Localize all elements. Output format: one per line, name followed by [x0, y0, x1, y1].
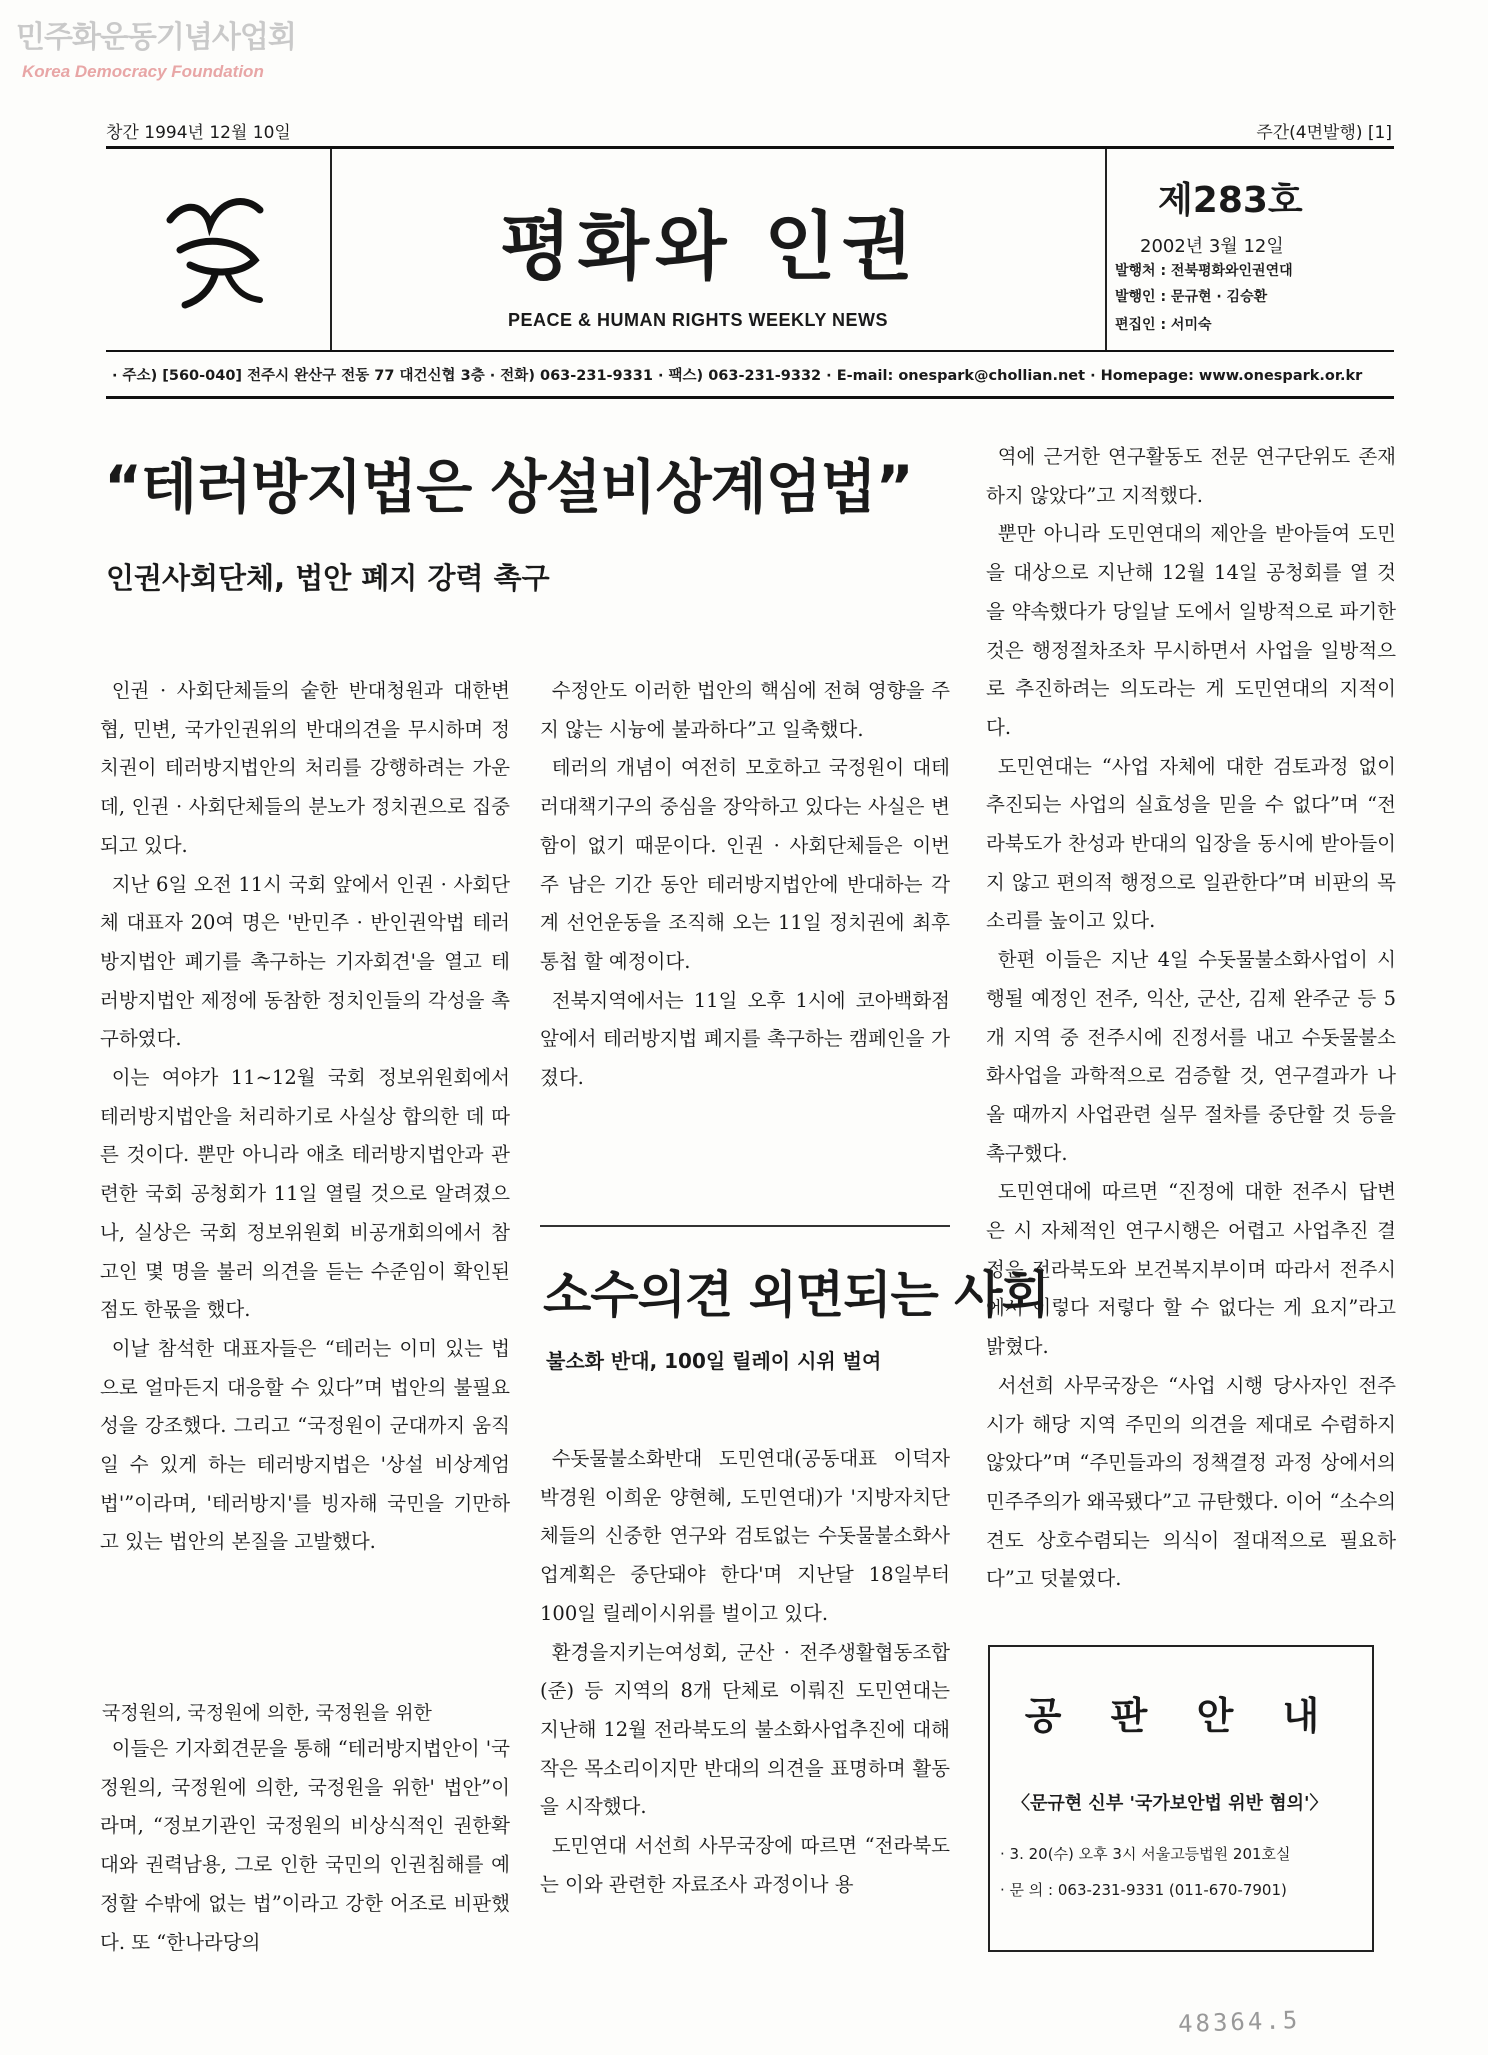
paragraph: 도민연대는 “사업 자체에 대한 검토과정 없이 추진되는 사업의 실효성을 믿을 수 없다”며 “전라북도가 찬성과 반대의 입장을 동시에 받아들이지 않고 편의적 행정으로 일관한다”며 비판의 목소리를 높이고 있다. — [986, 754, 1396, 933]
editor: 편집인 : 서미숙 — [1115, 317, 1212, 333]
paragraph: 지난 6일 오전 11시 국회 앞에서 인권 · 사회단체 대표자 20여 명은 '반민주 · 반인권악법 테러방지법안 폐기를 촉구하는 기자회견'을 열고 테러방지법안 제정에 동참한 정치인들의 각성을 촉구하였다. — [100, 872, 510, 1051]
paragraph: 수정안도 이러한 법안의 핵심에 전혀 영향을 주지 않는 시늉에 불과하다”고 일축했다. — [540, 679, 950, 741]
article1-subhead: 인권사회단체, 법안 폐지 강력 촉구 — [106, 561, 550, 595]
paragraph: 테러의 개념이 여전히 모호하고 국정원이 대테러대책기구의 중심을 장악하고 있다는 사실은 변함이 없기 때문이다. 인권 · 사회단체들은 이번 주 남은 기간 동안 테러방지법안에 반대하는 각계 선언운동을 조직해 오는 11일 정치권에 최후통첩 할 예정이다. — [540, 756, 950, 973]
watermark-english: Korea Democracy Foundation — [22, 62, 264, 81]
notice-title: 공 판 안 내 — [1024, 1694, 1338, 1738]
masthead-bottom-rule — [106, 350, 1394, 352]
address-rule — [106, 396, 1394, 399]
paragraph: 한편 이들은 지난 4일 수돗물불소화사업이 시행될 예정인 전주, 익산, 군산, 김제 완주군 등 5개 지역 중 전주시에 진정서를 내고 수돗물불소화사업을 과학적으로 검증할 것, 연구결과가 나올 때까지 사업관련 실무 절차를 중단할 것 등을 촉구했다. — [986, 948, 1396, 1165]
issue-date: 2002년 3월 12일 — [1140, 236, 1284, 257]
publishers: 발행인 : 문규현 · 김승환 — [1115, 289, 1268, 305]
notice-case: 〈문규현 신부 '국가보안법 위반 혐의'〉 — [1012, 1793, 1328, 1814]
masthead-divider-left — [330, 149, 332, 350]
article2-column-b — [540, 1440, 950, 1904]
watermark-korean: 민주화운동기념사업회 — [16, 20, 296, 55]
paragraph: 이는 여야가 11~12월 국회 정보위원회에서 테러방지법안을 처리하기로 사실상 합의한 데 따른 것이다. 뿐만 아니라 애초 테러방지법안과 관련한 국회 공청회가 11일 열릴 것으로 알려졌으나, 실상은 국회 정보위원회 비공개회의에서 참고인 몇 명을 불러 의견을 듣는 수준임이 확인된 점도 한몫을 했다. — [100, 1066, 510, 1322]
publisher-org: 발행처 : 전북평화와인권연대 — [1115, 263, 1293, 279]
paragraph: 환경을지키는여성회, 군산 · 전주생활협동조합(준) 등 지역의 8개 단체로 이뤄진 도민연대는 지난해 12월 전라북도의 불소화사업추진에 대해 작은 목소리이지만 반대의 의견을 표명하며 활동을 시작했다. — [540, 1640, 950, 1819]
paragraph: 이날 참석한 대표자들은 “테러는 이미 있는 법으로 얼마든지 대응할 수 있다”며 법안의 불필요성을 강조했다. 그리고 “국정원이 군대까지 움직일 수 있게 하는 테러방지법은 '상설 비상계엄법'”이라며, '테러방지'를 빙자해 국민을 기만하고 있는 법안의 본질을 고발했다. — [100, 1336, 510, 1554]
article1-headline: “테러방지법은 상설비상계엄법” — [104, 453, 913, 521]
masthead-divider-right — [1105, 149, 1107, 350]
newspaper-subtitle: PEACE & HUMAN RIGHTS WEEKLY NEWS — [508, 310, 889, 330]
paragraph: 인권 · 사회단체들의 숱한 반대청원과 대한변협, 민변, 국가인권위의 반대의견을 무시하며 정치권이 테러방지법안의 처리를 강행하려는 가운데, 인권 · 사회단체들의 분노가 정치권으로 집중되고 있다. — [100, 679, 510, 857]
masthead-top-rule — [106, 146, 1394, 149]
article1-column-a-bottom — [100, 1730, 510, 1962]
article1-column-b — [540, 672, 950, 1098]
weekly-info: 주간(4면발행) [1] — [1256, 123, 1392, 143]
issue-number: 제283호 — [1158, 180, 1303, 221]
article2-subhead: 불소화 반대, 100일 릴레이 시위 벌여 — [546, 1349, 882, 1373]
founded-date: 창간 1994년 12월 10일 — [106, 123, 291, 143]
paragraph: 서선희 사무국장은 “사업 시행 당사자인 전주시가 해당 지역 주민의 의견을 제대로 수렴하지 않았다”며 “주민들과의 정책결정 과정 상에서의 민주주의가 왜곡됐다”고 규탄했다. 이어 “소수의견도 상호수렴되는 의식이 절대적으로 필요하다”고 덧붙였다. — [986, 1373, 1396, 1591]
notice-contact: · 문 의 : 063-231-9331 (011-670-7901) — [1000, 1881, 1287, 1899]
paragraph: 수돗물불소화반대 도민연대(공동대표 이덕자 박경원 이희운 양현혜, 도민연대)가 '지방자치단체들의 신중한 연구와 검토없는 수돗물불소화사업계획은 중단돼야 한다'며 지난달 18일부터 100일 릴레이시위를 벌이고 있다. — [540, 1447, 950, 1625]
paragraph: 역에 근거한 연구활동도 전문 연구단위도 존재하지 않았다”고 지적했다. — [986, 445, 1396, 507]
article2-top-rule — [540, 1225, 950, 1227]
article1-column-a — [100, 672, 510, 1562]
newspaper-title: 평화와 인권 — [500, 204, 920, 290]
article2-column-c — [986, 438, 1396, 1599]
archive-number: 48364.5 — [1177, 2005, 1301, 2039]
paragraph: 이들은 기자회견문을 통해 “테러방지법안이 '국정원의, 국정원에 의한, 국정원을 위한' 법안”이라며, “정보기관인 국정원의 비상식적인 권한확대와 권력남용, 그로 인한 국민의 인권침해를 예정할 수밖에 없는 법”이라고 강한 어조로 비판했다. 또 “한나라당의 — [100, 1737, 510, 1954]
address-line: · 주소) [560-040] 전주시 완산구 전동 77 대건신협 3층 · 전화) 063-231-9331 · 팩스) 063-231-9332 · E-mail: onespark@chollian.net · Homepage: www.onespark.or.kr — [112, 368, 1363, 384]
paragraph: 전북지역에서는 11일 오후 1시에 코아백화점 앞에서 테러방지법 폐지를 촉구하는 캠페인을 가졌다. — [540, 988, 950, 1090]
paragraph: 도민연대 서선희 사무국장에 따르면 “전라북도는 이와 관련한 자료조사 과정이나 용 — [540, 1834, 950, 1896]
dove-logo-icon — [150, 180, 285, 320]
trial-notice-box — [988, 1645, 1374, 1952]
article1-section-head: 국정원의, 국정원에 의한, 국정원을 위한 — [102, 1702, 432, 1724]
paragraph: 뿐만 아니라 도민연대의 제안을 받아들여 도민을 대상으로 지난해 12월 14일 공청회를 열 것을 약속했다가 당일날 도에서 일방적으로 파기한 것은 행정절차조차 무시하면서 사업을 일방적으로 추진하려는 의도라는 게 도민연대의 지적이다. — [986, 522, 1396, 739]
notice-schedule: · 3. 20(수) 오후 3시 서울고등법원 201호실 — [1000, 1845, 1291, 1863]
article2-headline: 소수의견 외면되는 사회 — [543, 1266, 1049, 1324]
paragraph: 도민연대에 따르면 “진정에 대한 전주시 답변은 시 자체적인 연구시행은 어렵고 사업추진 결정은 전라북도와 보건복지부이며 따라서 전주시에서 이렇다 저렇다 할 수 없다는 게 요지”라고 밝혔다. — [986, 1180, 1396, 1359]
